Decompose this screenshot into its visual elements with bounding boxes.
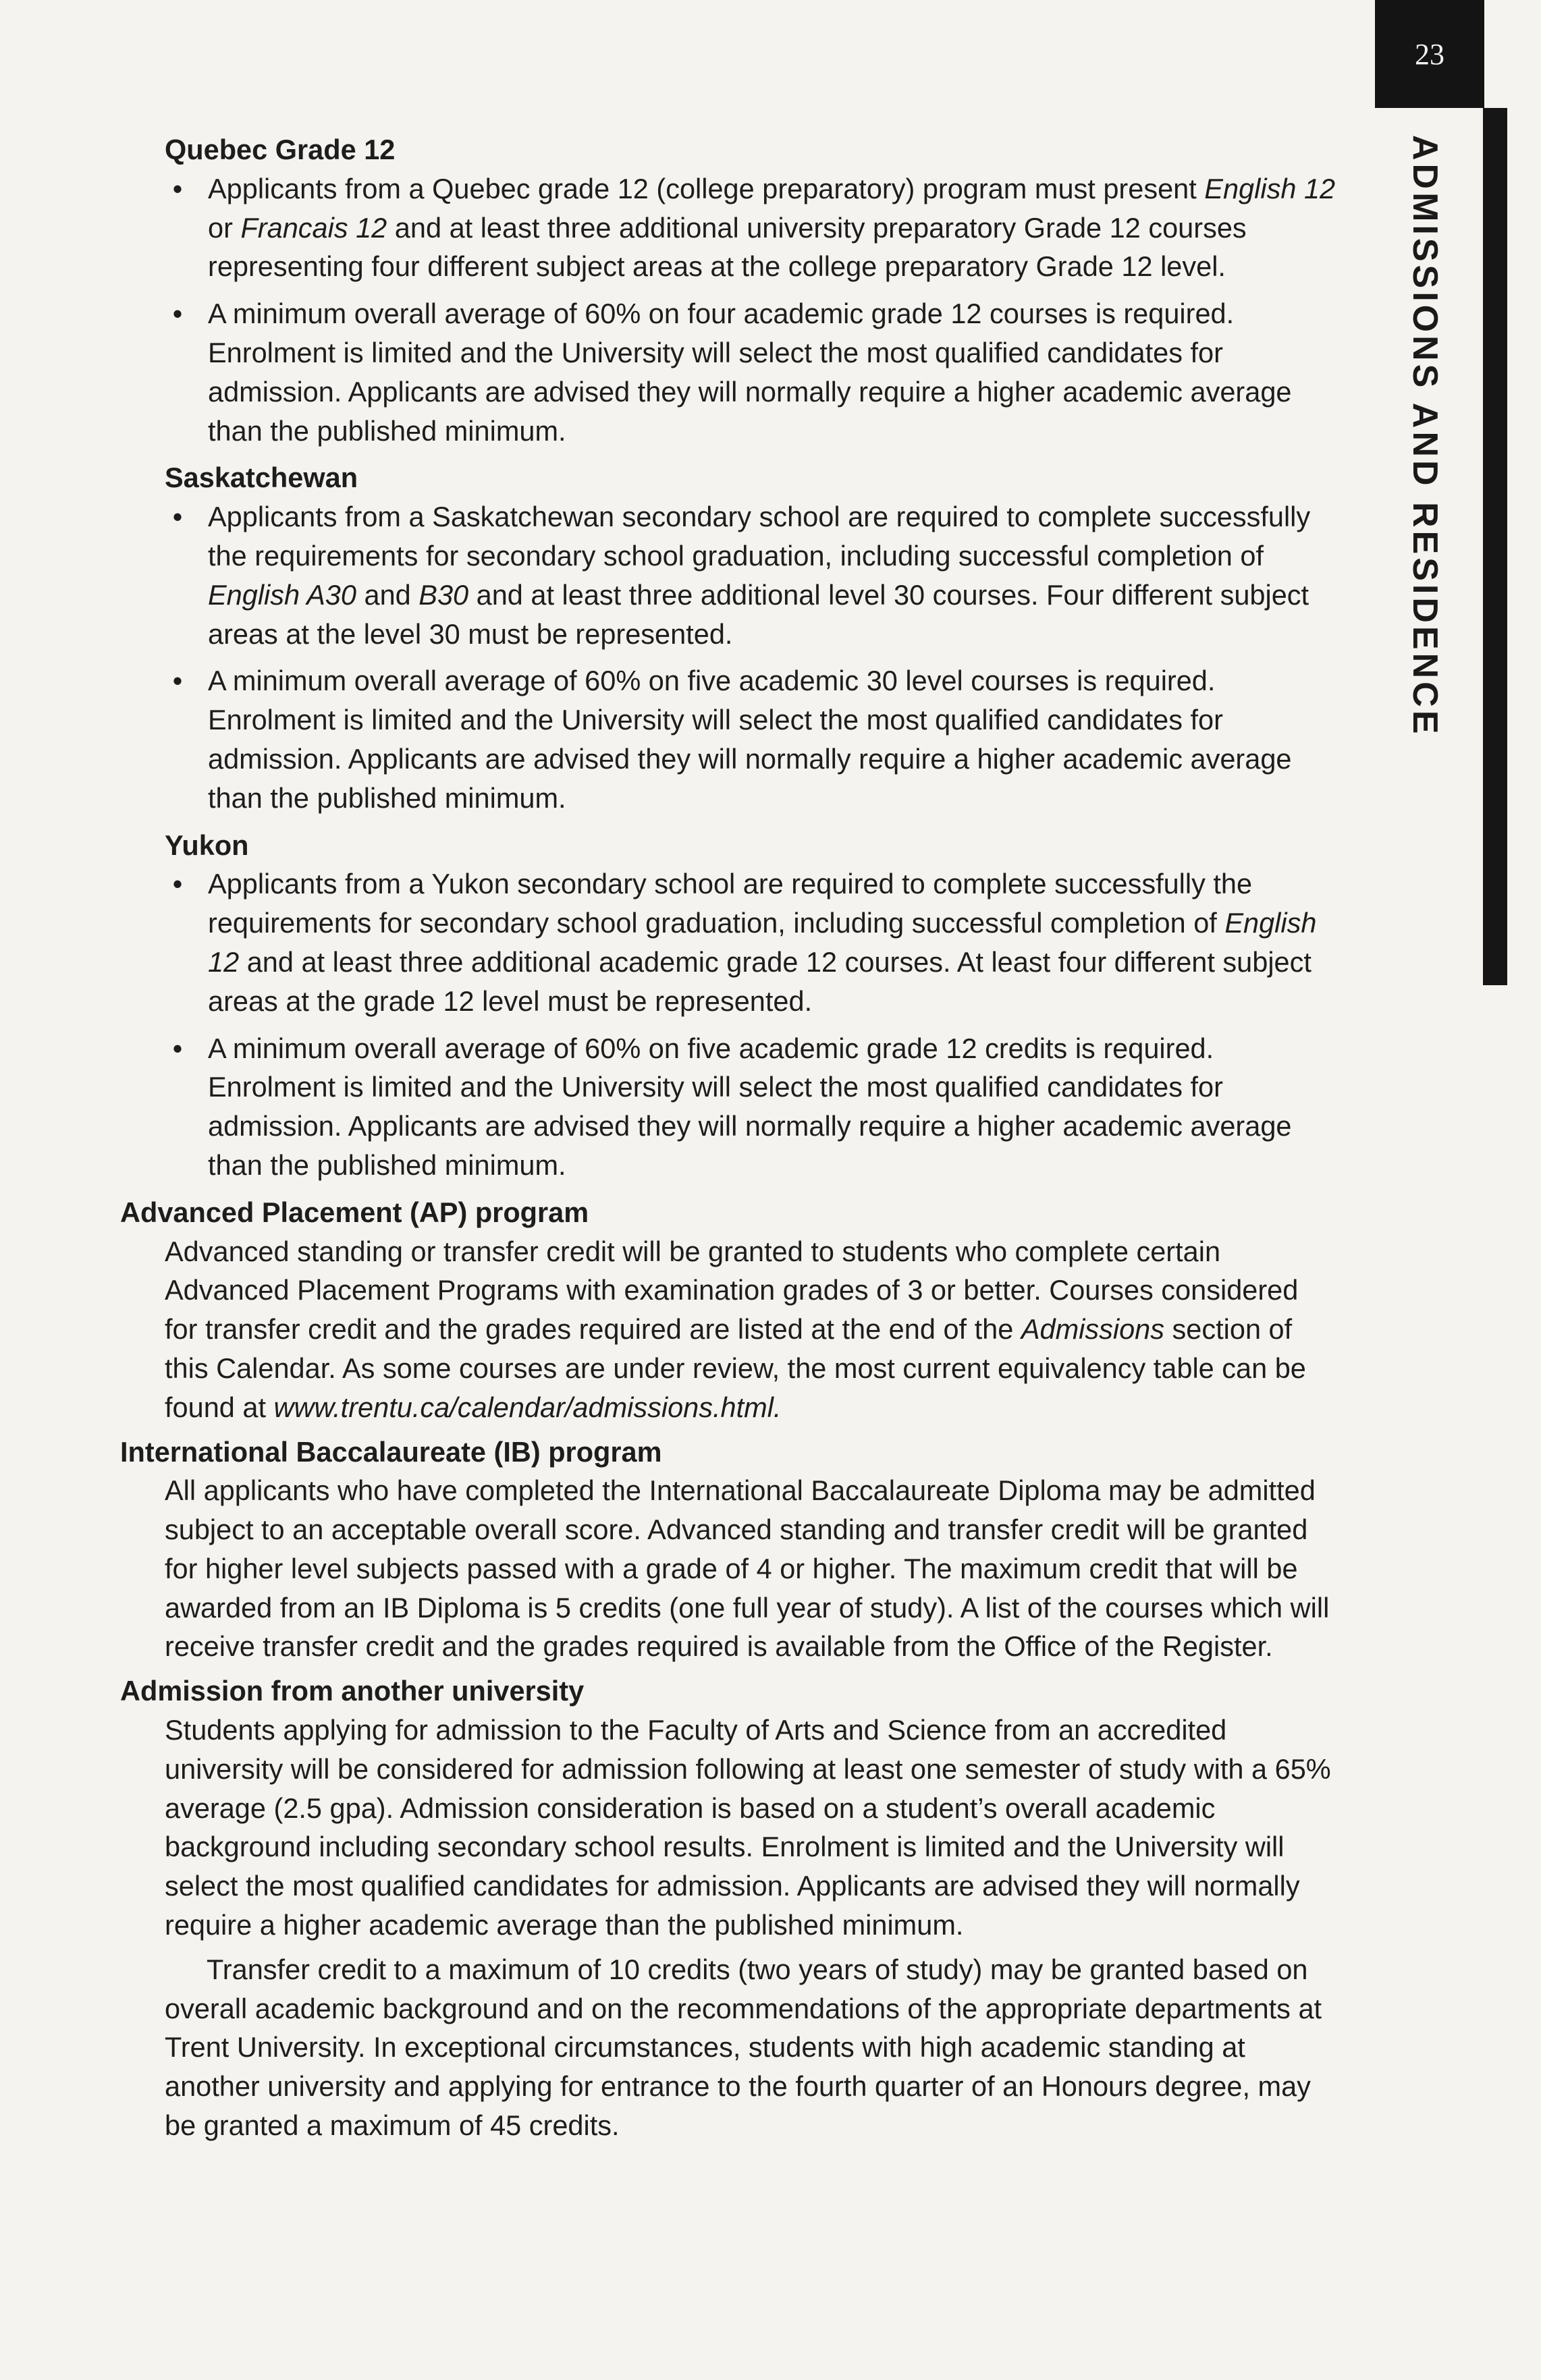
text-run: and at least three additional academic grade 12 courses. At least four different subject areas at the grade 12 level must be represented. xyxy=(208,945,1312,1017)
heading-advanced-placement: Advanced Placement (AP) program xyxy=(120,1196,589,1228)
list-item xyxy=(172,1029,1342,1185)
list-item xyxy=(172,497,1342,653)
text-run: and at least three additional level 30 courses. Four different subject areas at the level 30 must be represented. xyxy=(208,578,1309,650)
text-run: or xyxy=(208,211,241,244)
heading-international-baccalaureate: International Baccalaureate (IB) program xyxy=(120,1435,662,1468)
section-reference: Admissions xyxy=(1021,1313,1164,1346)
section-tab-bar xyxy=(1483,108,1507,985)
list-item xyxy=(172,661,1342,817)
saskatchewan-list xyxy=(120,497,1355,817)
ap-paragraph xyxy=(165,1232,1332,1427)
bullet-icon: • xyxy=(172,665,183,697)
text-run: and xyxy=(356,578,419,611)
text-run: Advanced standing or transfer credit will be granted to students who complete certain Advanced Placement Programs with examination grades of 3 or better. Courses considered for transfer credit and the grades required are listed at the end of the xyxy=(165,1235,1299,1346)
quebec-list xyxy=(120,169,1355,451)
bullet-icon: • xyxy=(172,868,183,900)
list-item xyxy=(172,864,1342,1020)
university-paragraph-2: Transfer credit to a maximum of 10 credits (two years of study) may be granted based on overall academic background and on the recommendations of the appropriate departments at Trent University. In exceptional circumstances, students with high academic standing at another university and applying for entrance to the fourth quarter of an Honours degree, may be granted a maximum of 45 credits. xyxy=(165,1953,1322,2142)
section-tab-title: ADMISSIONS AND RESIDENCE xyxy=(1405,135,1444,738)
heading-another-university: Admission from another university xyxy=(120,1675,585,1707)
text-run: and at least three additional university preparatory Grade 12 courses representing four different subject areas at the college preparatory Grade 12 level. xyxy=(208,211,1247,283)
bullet-icon: • xyxy=(172,298,183,330)
course-name: English A30 xyxy=(208,578,356,611)
course-name: Francais 12 xyxy=(240,211,387,244)
text-run: Applicants from a Saskatchewan secondary school are required to complete successfully the requirements for secondary school graduation, including successful completion of xyxy=(208,501,1311,572)
heading-yukon: Yukon xyxy=(165,829,249,861)
course-name: English 12 xyxy=(1204,172,1336,204)
text-run: A minimum overall average of 60% on four academic grade 12 courses is required. Enrolment is limited and the University will select the most qualified candidates for admission. Applicants are advised they will normally require a higher academic average than the published minimum. xyxy=(208,298,1292,447)
list-item xyxy=(172,169,1342,286)
bullet-icon: • xyxy=(172,172,183,204)
page-number: 23 xyxy=(1375,0,1484,108)
text-run: A minimum overall average of 60% on five academic 30 level courses is required. Enrolment is limited and the University will select the most qualified candidates for admission. Applicants are advised they will normally require a higher academic average than the published minimum. xyxy=(208,665,1292,814)
course-name: B30 xyxy=(418,578,469,611)
heading-saskatchewan: Saskatchewan xyxy=(165,462,358,494)
yukon-list xyxy=(120,864,1355,1184)
body-content xyxy=(120,130,1355,2151)
bullet-icon: • xyxy=(172,501,183,533)
heading-quebec: Quebec Grade 12 xyxy=(165,134,396,165)
web-address: www.trentu.ca/calendar/admissions.html. xyxy=(273,1391,782,1423)
text-run: Applicants from a Quebec grade 12 (college preparatory) program must present xyxy=(208,172,1205,204)
text-run: A minimum overall average of 60% on five academic grade 12 credits is required. Enrolment is limited and the University will select the most qualified candidates for admission. Applicants are advised they will normally require a higher academic average than the published minimum. xyxy=(208,1032,1292,1181)
text-run: section of this Calendar. As some courses are under review, the most current equivalency table can be found at xyxy=(165,1313,1306,1423)
course-name: English 12 xyxy=(208,907,1317,978)
ib-paragraph: All applicants who have completed the International Baccalaureate Diploma may be admitted subject to an acceptable overall score. Advanced standing and transfer credit will be granted for higher level subjects passed with a grade of 4 or higher. The maximum credit that will be awarded from an IB Diploma is 5 credits (one full year of study). A list of the courses which will receive transfer credit and the grades required is available from the Office of the Register. xyxy=(165,1474,1330,1663)
list-item xyxy=(172,294,1342,450)
bullet-icon: • xyxy=(172,1032,183,1064)
university-paragraph-1: Students applying for admission to the Faculty of Arts and Science from an accredited university will be considered for admission following at least one semester of study with a 65% average (2.5 gpa). Admission consideration is based on a student’s overall academic background including secondary school results. Enrolment is limited and the University will select the most qualified candidates for admission. Applicants are advised they will normally require a higher academic average than the published minimum. xyxy=(165,1714,1331,1941)
text-run: Applicants from a Yukon secondary school are required to complete successfully the requirements for secondary school graduation, including successful completion of xyxy=(208,868,1253,939)
